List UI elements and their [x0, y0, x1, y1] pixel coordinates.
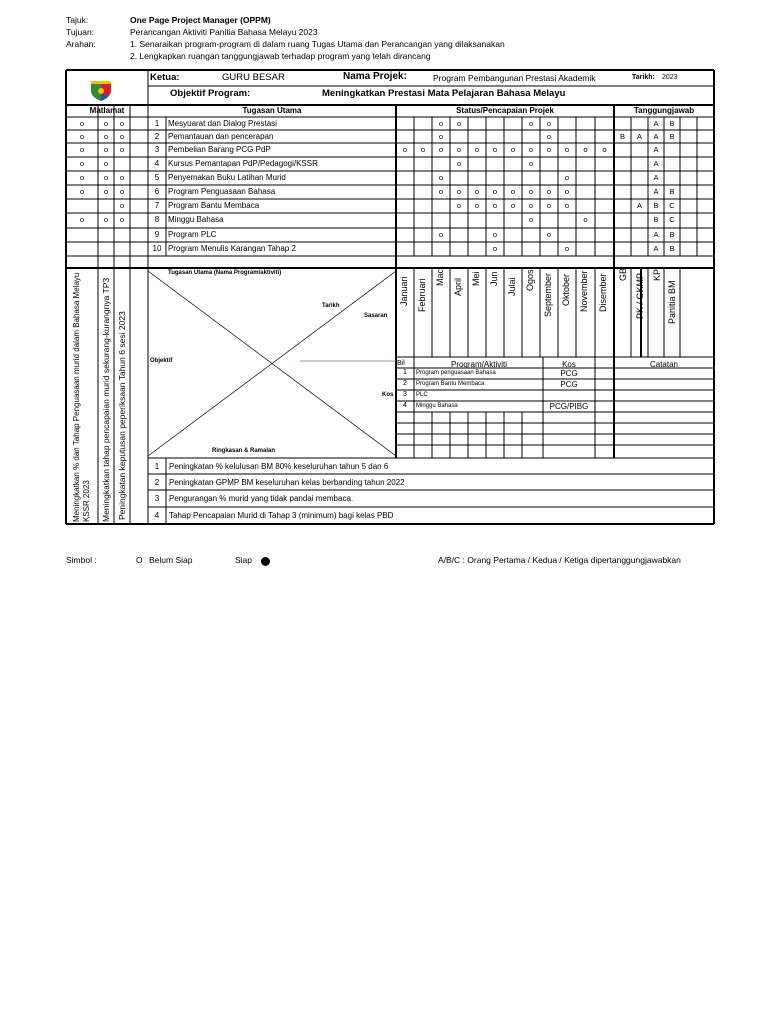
responsibility-mark: A [653, 230, 659, 239]
month-label: Disember [598, 273, 608, 312]
responsibility-mark: A [653, 132, 659, 141]
task-name: Penyemakan Buku Latihan Murid [168, 172, 286, 182]
kos-table-kos-header: Kos [562, 360, 576, 369]
responsibility-mark: A [636, 132, 642, 141]
kos-table-program-header: Program/Aktiviti [450, 360, 507, 369]
status-mark: o [474, 201, 480, 210]
matlamat-header: Matlamat [89, 106, 125, 115]
arahan-line-1: 1. Senaraikan program-program di dalam ruang Tugas Utama dan Perancangan yang dilaksanakan [130, 39, 505, 49]
status-mark: o [546, 230, 552, 239]
status-mark: o [528, 201, 534, 210]
status-mark: o [564, 244, 570, 253]
tarikh-value: 2023 [662, 74, 678, 81]
matlamat-mark: o [103, 132, 109, 141]
kos-row-bil: 4 [403, 402, 407, 409]
status-mark: o [456, 145, 462, 154]
objektif-program-label: Objektif Program: [170, 88, 251, 99]
kos-row-program: PLC [416, 392, 428, 398]
task-name: Program Bantu Membaca [168, 200, 260, 210]
kos-row-program: Minggu Bahasa [416, 403, 458, 409]
matlamat-mark: o [119, 119, 125, 128]
responsibility-mark: B [619, 132, 625, 141]
tarikh-label: Tarikh: [632, 74, 655, 81]
task-name: Program Penguasaan Bahasa [168, 186, 276, 196]
status-mark: o [492, 145, 498, 154]
objective-number: 2 [154, 478, 160, 487]
matlamat-mark: o [79, 132, 85, 141]
task-name: Kursus Pemantapan PdP/Pedagogi/KSSR [168, 158, 318, 168]
status-mark: o [492, 201, 498, 210]
status-mark: o [583, 215, 588, 224]
matlamat-mark: o [79, 215, 85, 224]
status-mark: o [546, 201, 552, 210]
responsibility-mark: A [636, 201, 642, 210]
objective-number: 1 [154, 462, 160, 471]
kos-row-kos: PCG [560, 380, 578, 389]
task-name: Pemantauan dan pencerapan [168, 131, 274, 141]
responsibility-mark: C [669, 215, 675, 224]
status-mark: o [492, 187, 498, 196]
role-label: PK / GKMP [635, 272, 645, 319]
matlamat-mark: o [79, 159, 85, 168]
month-label: November [579, 270, 589, 312]
month-label: Februari [417, 278, 427, 312]
status-mark: o [528, 159, 534, 168]
status-mark: o [438, 119, 444, 128]
matlamat-mark: o [103, 145, 109, 154]
matlamat-text-3: Peningkatan keputusan peperiksaan Tahun 6 sesi 2023 [117, 311, 127, 520]
tanggungjawab-header: Tanggungjawab [633, 106, 695, 115]
status-mark: o [438, 230, 444, 239]
task-number: 2 [154, 131, 160, 141]
month-label: Julai [507, 277, 517, 296]
matlamat-mark: o [119, 173, 125, 182]
matlamat-mark: o [103, 119, 109, 128]
task-number: 8 [154, 214, 160, 224]
footer-belum-symbol: O [136, 555, 143, 565]
status-mark: o [438, 145, 444, 154]
matlamat-mark: o [103, 187, 109, 196]
diagram-objektif-label: Objektif [150, 358, 173, 364]
matlamat-mark: o [79, 187, 85, 196]
matlamat-mark: o [119, 145, 125, 154]
objective-text: Peningkatan GPMP BM keseluruhan kelas berbanding tahun 2022 [169, 478, 405, 487]
tujuan-label: Tujuan: [66, 27, 95, 37]
kos-table-catatan-header: Catatan [649, 360, 679, 369]
diagram-tugasan-label: Tugasan Utama (Nama Program/aktiviti) [168, 270, 282, 276]
matlamat-mark: o [119, 187, 125, 196]
objektif-program-value: Meningkatkan Prestasi Mata Pelajaran Bahasa Melayu [322, 88, 566, 99]
footer-siap: Siap [235, 555, 253, 565]
objective-text: Peningkatan % kelulusan BM 80% keseluruhan tahun 5 dan 6 [169, 462, 389, 471]
status-mark: o [402, 145, 408, 154]
matlamat-mark: o [79, 145, 85, 154]
arahan-line-2: 2. Lengkapkan ruangan tanggungjawab terhadap program yang telah dirancang [130, 51, 431, 61]
status-mark: o [510, 187, 516, 196]
diagram-kos-label: Kos [382, 392, 394, 398]
matlamat-mark: o [79, 119, 85, 128]
task-name: Mesyuarat dan Dialog Prestasi [168, 118, 277, 128]
matlamat-mark: o [119, 201, 125, 210]
kos-table-bil-header: Bil [397, 360, 405, 367]
responsibility-mark: A [653, 145, 659, 154]
status-mark: o [492, 244, 498, 253]
task-number: 6 [154, 186, 160, 196]
month-label: Januari [399, 276, 409, 307]
status-mark: o [528, 119, 534, 128]
nama-projek-label: Nama Projek: [343, 71, 407, 82]
status-mark: o [420, 145, 426, 154]
status-mark: o [602, 145, 607, 154]
ketua-value: GURU BESAR [222, 72, 285, 83]
status-mark: o [510, 145, 516, 154]
responsibility-mark: A [653, 159, 659, 168]
task-number: 5 [154, 172, 160, 182]
matlamat-mark: o [79, 173, 85, 182]
kos-row-program: Program Bantu Membaca [416, 381, 485, 387]
status-mark: o [564, 187, 570, 196]
task-number: 9 [154, 229, 160, 239]
month-label: Oktober [561, 274, 571, 307]
status-mark: o [528, 215, 534, 224]
month-label: Mei [471, 271, 481, 286]
status-mark: o [510, 201, 516, 210]
status-mark: o [546, 187, 552, 196]
status-mark: o [438, 173, 444, 182]
diagram-ringkasan-label: Ringkasan & Ramalan [212, 448, 276, 454]
task-number: 7 [154, 200, 160, 210]
objective-text: Pengurangan % murid yang tidak pandai membaca. [169, 494, 354, 503]
status-mark: o [474, 145, 480, 154]
status-mark: o [456, 187, 462, 196]
matlamat-mark: o [103, 173, 109, 182]
responsibility-mark: A [653, 187, 659, 196]
month-label: Mac [435, 268, 445, 286]
kos-row-bil: 2 [403, 380, 407, 387]
responsibility-mark: B [653, 201, 659, 210]
school-logo [88, 78, 114, 102]
month-label: April [453, 277, 463, 296]
task-number: 3 [154, 144, 160, 154]
objective-text: Tahap Pencapaian Murid di Tahap 3 (minimum) bagi kelas PBD [169, 511, 394, 520]
status-mark: o [438, 187, 444, 196]
matlamat-text-2: Meningkatkan tahap pencapaian murid sekurang-kurangnya TP3 [101, 277, 111, 522]
kos-row-bil: 1 [403, 369, 407, 376]
role-label: Panitia BM [667, 280, 677, 324]
footer-abc-legend: A/B/C : Orang Pertama / Kedua / Ketiga dipertanggungjawabkan [438, 555, 681, 565]
responsibility-mark: A [653, 173, 659, 182]
responsibility-mark: B [669, 119, 675, 128]
kos-row-bil: 3 [403, 391, 407, 398]
task-name: Program Menulis Karangan Tahap 2 [168, 243, 296, 253]
arahan-label: Arahan: [66, 39, 96, 49]
task-name: Minggu Bahasa [168, 214, 224, 224]
task-number: 1 [154, 118, 160, 128]
status-mark: o [438, 132, 444, 141]
kos-row-kos: PCG [560, 369, 578, 378]
status-mark: o [564, 145, 570, 154]
month-label: Jun [489, 271, 499, 286]
task-number: 4 [154, 158, 160, 168]
responsibility-mark: C [669, 201, 675, 210]
responsibility-mark: B [669, 132, 675, 141]
status-mark: o [456, 119, 462, 128]
status-mark: o [564, 201, 570, 210]
role-label: GB [618, 267, 628, 281]
footer-simbol: Simbol : [66, 555, 97, 565]
responsibility-mark: B [669, 187, 675, 196]
siap-filled-dot-icon [261, 557, 270, 566]
matlamat-mark: o [103, 215, 109, 224]
matlamat-text-1: Meningkatkan % dan Tahap Penguasaan murid dalam Bahasa Melayu KSSR 2023 [72, 272, 91, 522]
nama-projek-value: Program Pembangunan Prestasi Akademik [433, 73, 596, 83]
status-mark: o [456, 201, 462, 210]
ketua-label: Ketua: [150, 72, 180, 83]
responsibility-mark: B [669, 230, 675, 239]
responsibility-mark: A [653, 244, 659, 253]
matlamat-mark: o [119, 132, 125, 141]
objective-number: 4 [154, 511, 160, 520]
task-number: 10 [152, 243, 162, 253]
status-mark: o [583, 145, 588, 154]
month-label: September [543, 272, 553, 317]
diagram-sasaran-label: Sasaran [364, 313, 388, 319]
tajuk-label: Tajuk: [66, 15, 89, 25]
role-label: KP [652, 268, 662, 281]
status-mark: o [528, 187, 534, 196]
status-mark: o [546, 119, 552, 128]
responsibility-mark: B [669, 244, 675, 253]
kos-row-kos: PCG/PIBG [549, 402, 589, 411]
matlamat-mark: o [119, 215, 125, 224]
matlamat-mark: o [103, 159, 109, 168]
kos-row-program: Program penguasaan Bahasa [416, 370, 496, 376]
tugasan-utama-header: Tugasan Utama [242, 106, 302, 115]
status-mark: o [492, 230, 498, 239]
status-mark: o [474, 187, 480, 196]
status-header: Status/Pencapaian Projek [456, 106, 554, 115]
diagram-tarikh-label: Tarikh [322, 303, 340, 309]
month-label: Ogos [525, 269, 535, 291]
task-name: Program PLC [168, 229, 217, 239]
task-name: Pembelian Barang PCG PdP [168, 144, 271, 154]
status-mark: o [546, 145, 552, 154]
status-mark: o [528, 145, 534, 154]
tajuk-value: One Page Project Manager (OPPM) [130, 15, 271, 25]
footer-belum-siap: Belum Siap [149, 555, 193, 565]
status-mark: o [456, 159, 462, 168]
responsibility-mark: A [653, 119, 659, 128]
status-mark: o [564, 173, 570, 182]
tujuan-value: Perancangan Aktiviti Panitia Bahasa Melayu 2023 [130, 27, 318, 37]
status-mark: o [546, 132, 552, 141]
objective-number: 3 [154, 494, 160, 503]
responsibility-mark: B [653, 215, 659, 224]
